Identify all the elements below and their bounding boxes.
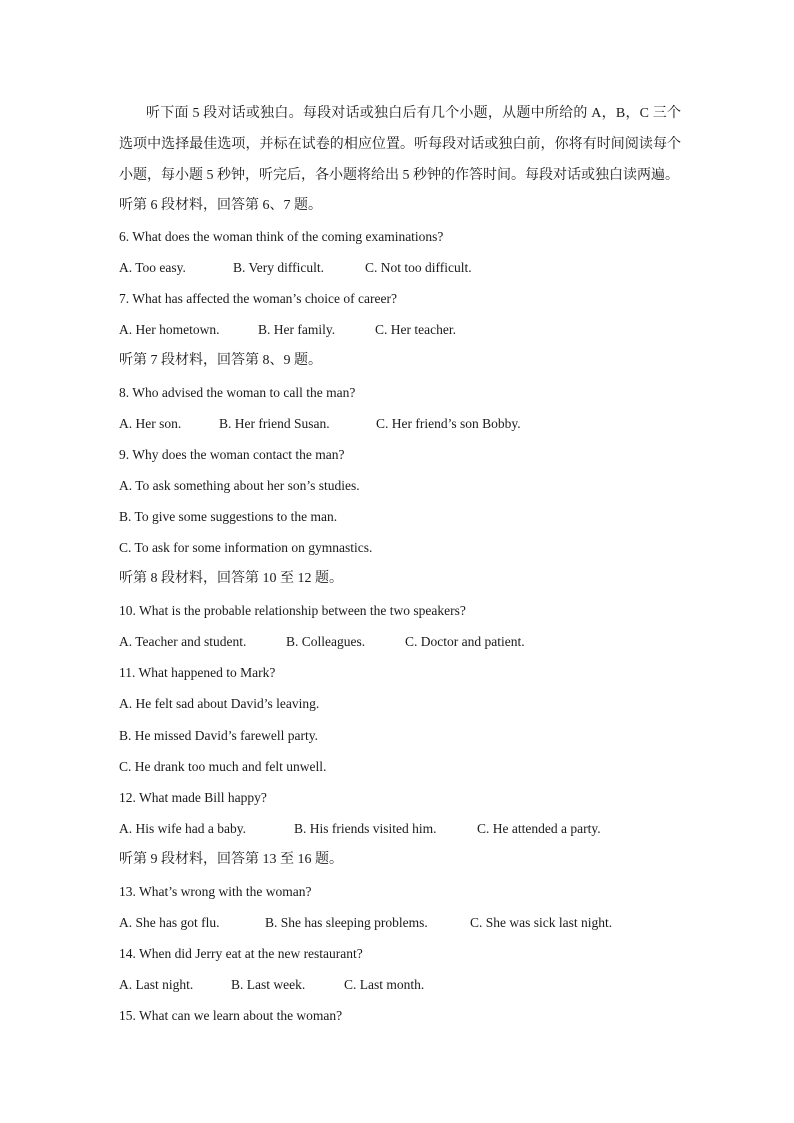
question-9-option-a[interactable]: A. To ask something about her son’s studies. (119, 478, 360, 493)
question-12-options (119, 820, 679, 838)
question-13-option-b[interactable]: B. She has sleeping problems. (265, 915, 428, 930)
question-13-option-c[interactable]: C. She was sick last night. (470, 915, 613, 930)
question-9-option-b[interactable]: B. To give some suggestions to the man. (119, 509, 338, 524)
question-14-option-a[interactable]: A. Last night. (119, 977, 194, 992)
question-10-option-a[interactable]: A. Teacher and student. (119, 634, 247, 649)
question-6-option-a[interactable]: A. Too easy. (119, 260, 186, 275)
question-10-stem: 10. What is the probable relationship between the two speakers? (119, 603, 466, 618)
question-11-option-b[interactable]: B. He missed David’s farewell party. (119, 728, 318, 743)
question-6-option-c[interactable]: C. Not too difficult. (365, 260, 472, 275)
question-11-stem: 11. What happened to Mark? (119, 665, 276, 680)
question-10-option-c[interactable]: C. Doctor and patient. (405, 634, 525, 649)
question-12-option-b[interactable]: B. His friends visited him. (294, 821, 437, 836)
question-13-stem: 13. What’s wrong with the woman? (119, 884, 312, 899)
section-6-heading: 听第 6 段材料，回答第 6、7 题。 (119, 198, 322, 213)
question-8-option-b[interactable]: B. Her friend Susan. (219, 416, 330, 431)
question-6-option-b[interactable]: B. Very difficult. (233, 260, 324, 275)
question-12-option-a[interactable]: A. His wife had a baby. (119, 821, 246, 836)
question-11-option-a[interactable]: A. He felt sad about David’s leaving. (119, 696, 320, 711)
question-14-options (119, 976, 679, 994)
question-8-option-a[interactable]: A. Her son. (119, 416, 182, 431)
question-7-option-c[interactable]: C. Her teacher. (375, 322, 456, 337)
question-14-stem: 14. When did Jerry eat at the new restaurant? (119, 946, 363, 961)
question-13-option-a[interactable]: A. She has got flu. (119, 915, 220, 930)
question-8-option-c[interactable]: C. Her friend’s son Bobby. (376, 416, 521, 431)
question-9-stem: 9. Why does the woman contact the man? (119, 447, 345, 462)
question-7-options (119, 321, 679, 339)
question-13-options (119, 914, 679, 932)
question-8-stem: 8. Who advised the woman to call the man? (119, 385, 356, 400)
question-6-stem: 6. What does the woman think of the coming examinations? (119, 229, 444, 244)
section-8-heading: 听第 8 段材料，回答第 10 至 12 题。 (119, 571, 343, 586)
question-6-options (119, 259, 679, 277)
section-7-heading: 听第 7 段材料，回答第 8、9 题。 (119, 353, 322, 368)
question-14-option-c[interactable]: C. Last month. (344, 977, 425, 992)
question-7-option-a[interactable]: A. Her hometown. (119, 322, 220, 337)
listening-instructions: 听下面 5 段对话或独白。每段对话或独白后有几个小题，从题中所给的 A，B，C 三个选项中选择最佳选项，并标在试卷的相应位置。听每段对话或独白前，你将有时间阅读每个小题，每小题 5 秒钟，听完后，各小题将给出 5 秒钟的作答时间。每段对话或独白读两遍。 (119, 106, 681, 183)
question-7-stem: 7. What has affected the woman’s choice of career? (119, 291, 397, 306)
section-9-heading: 听第 9 段材料，回答第 13 至 16 题。 (119, 852, 343, 867)
question-14-option-b[interactable]: B. Last week. (231, 977, 306, 992)
question-12-stem: 12. What made Bill happy? (119, 790, 267, 805)
question-8-options (119, 415, 679, 433)
question-9-option-c[interactable]: C. To ask for some information on gymnastics. (119, 540, 373, 555)
question-7-option-b[interactable]: B. Her family. (258, 322, 336, 337)
question-10-option-b[interactable]: B. Colleagues. (286, 634, 366, 649)
question-10-options (119, 633, 679, 651)
question-15-stem: 15. What can we learn about the woman? (119, 1008, 343, 1023)
question-12-option-c[interactable]: C. He attended a party. (477, 821, 601, 836)
question-11-option-c[interactable]: C. He drank too much and felt unwell. (119, 759, 327, 774)
